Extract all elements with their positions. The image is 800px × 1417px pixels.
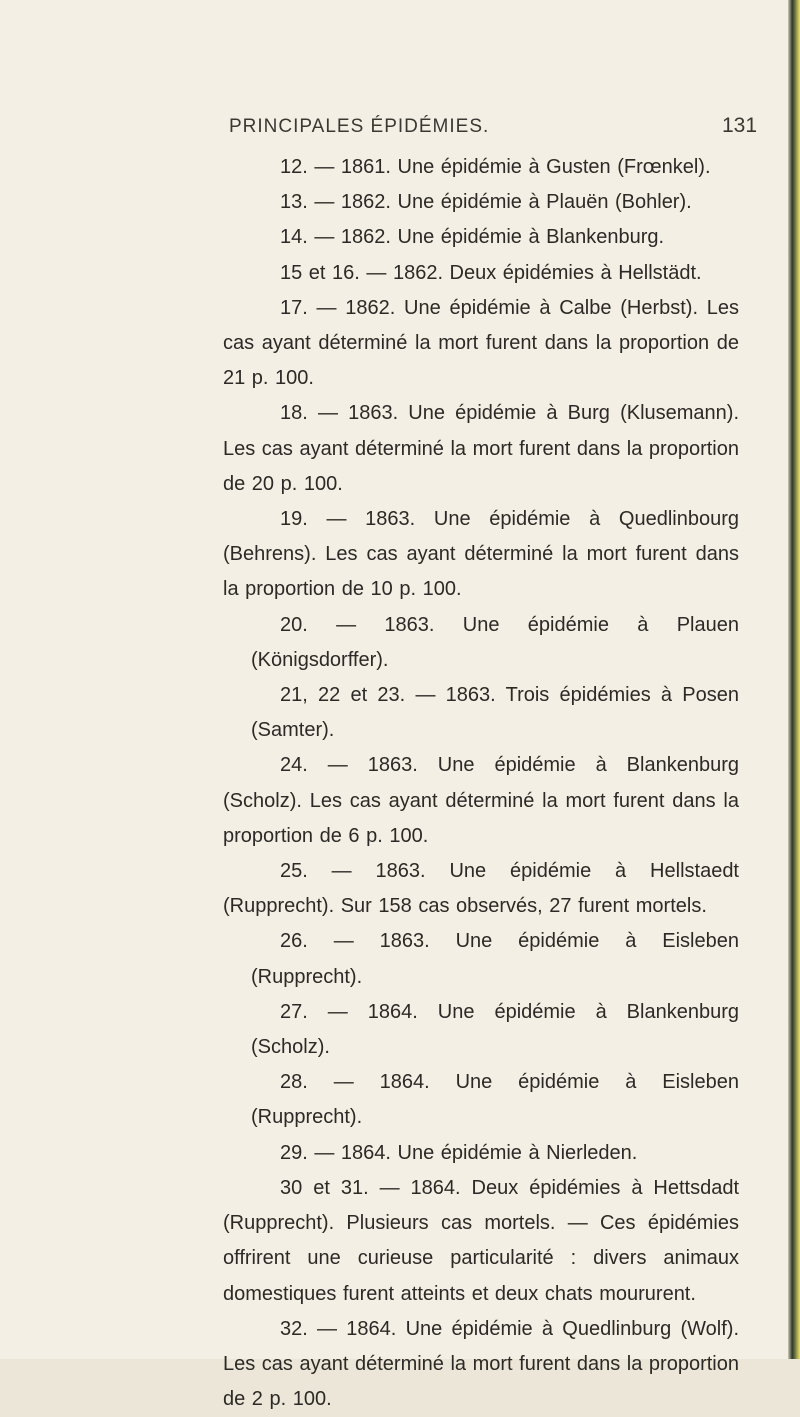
page-edge-binding (788, 0, 800, 1359)
list-item: 30 et 31. — 1864. Deux épidémies à Hettsdadt (Rupprecht). Plusieurs cas mortels. — Ces épidémies offrirent une curieuse particularité : divers animaux domestiques furent atteints et deux chats moururent. (223, 1176, 739, 1305)
list-item: 21, 22 et 23. — 1863. Trois épidémies à Posen (Samter). (251, 684, 739, 742)
list-item: 14. — 1862. Une épidémie à Blankenburg. (280, 226, 665, 249)
list-item: 24. — 1863. Une épidémie à Blankenburg (Scholz). Les cas ayant déterminé la mort furent dans la proportion de 6 p. 100. (223, 754, 739, 847)
list-item: 13. — 1862. Une épidémie à Plauën (Bohler). (280, 191, 692, 214)
running-title: PRINCIPALES ÉPIDÉMIES. (229, 116, 490, 137)
list-item: 15 et 16. — 1862. Deux épidémies à Hellstädt. (280, 261, 702, 284)
page-number: 131 (722, 114, 758, 137)
list-item: 12. — 1861. Une épidémie à Gusten (Frœnkel). (280, 156, 711, 178)
list-item: 19. — 1863. Une épidémie à Quedlinbourg (Behrens). Les cas ayant déterminé la mort furent dans la proportion de 10 p. 100. (223, 508, 739, 601)
list-item: 32. — 1864. Une épidémie à Quedlinburg (Wolf). Les cas ayant déterminé la mort furent dans la proportion de 2 p. 100. (223, 1317, 739, 1411)
list-item: 29. — 1864. Une épidémie à Nierleden. (280, 1141, 638, 1164)
list-item: 17. — 1862. Une épidémie à Calbe (Herbst). Les cas ayant déterminé la mort furent dans la proportion de 21 p. 100. (223, 296, 739, 390)
body-text (223, 150, 739, 1417)
page-header (0, 112, 800, 146)
list-item: 25. — 1863. Une épidémie à Hellstaedt (Rupprecht). Sur 158 cas observés, 27 furent mortels. (223, 860, 739, 918)
list-item: 28. — 1864. Une épidémie à Eisleben (Rupprecht). (251, 1071, 739, 1129)
list-item: 20. — 1863. Une épidémie à Plauen (Königsdorffer). (251, 613, 739, 671)
list-item: 26. — 1863. Une épidémie à Eisleben (Rupprecht). (251, 930, 739, 988)
list-item: 18. — 1863. Une épidémie à Burg (Klusemann). Les cas ayant déterminé la mort furent dans la proportion de 20 p. 100. (223, 402, 739, 495)
list-item: 27. — 1864. Une épidémie à Blankenburg (Scholz). (251, 1000, 739, 1059)
